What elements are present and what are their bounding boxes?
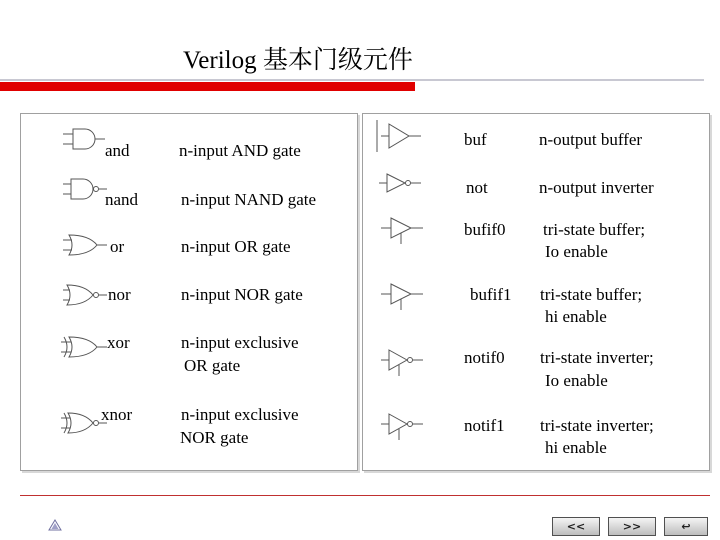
tristate-buffer-icon: [377, 280, 427, 314]
tristate-inverter-icon: [377, 346, 427, 380]
gate-description: n-input NAND gate: [181, 190, 317, 209]
gate-description-line2: NOR gate: [180, 428, 249, 447]
inverter-icon: [373, 170, 425, 196]
title-accent-bar: [0, 82, 415, 91]
gate-name: bufif1: [470, 285, 512, 304]
gate-description: n-input NOR gate: [181, 285, 303, 304]
gate-description-line2: Io enable: [545, 242, 608, 261]
gate-description-line1: tri-state inverter;: [540, 348, 654, 367]
gate-description-line1: tri-state buffer;: [540, 285, 643, 304]
gate-name: nand: [105, 190, 139, 209]
gate-name: not: [466, 178, 488, 197]
or-gate-icon: [61, 232, 111, 258]
gate-name: bufif0: [464, 220, 506, 239]
gate-description: n-output inverter: [539, 178, 654, 197]
prev-slide-button[interactable]: <<: [552, 517, 600, 536]
gate-description-line2: hi enable: [545, 307, 607, 326]
gate-description: n-output buffer: [539, 130, 643, 149]
gate-description-line1: n-input exclusive: [181, 333, 299, 352]
gate-name: nor: [108, 285, 131, 304]
gate-description-line2: Io enable: [545, 371, 608, 390]
xor-gate-icon: [61, 334, 111, 360]
tristate-buffer-icon: [377, 214, 427, 248]
gate-description-line1: tri-state inverter;: [540, 416, 654, 435]
return-button[interactable]: ↩: [664, 517, 708, 536]
gate-description-line1: n-input exclusive: [181, 405, 299, 424]
gate-description: n-input OR gate: [181, 237, 291, 256]
gate-name: notif0: [464, 348, 505, 367]
buffer-icon: [373, 118, 425, 158]
title-divider: [0, 79, 704, 81]
gate-name: xnor: [101, 405, 133, 424]
gate-description: n-input AND gate: [179, 141, 301, 160]
triangle-icon: [48, 519, 62, 531]
gate-description-line1: tri-state buffer;: [543, 220, 646, 239]
gate-name: or: [110, 237, 125, 256]
gate-name: xor: [107, 333, 130, 352]
and-gate-icon: [61, 126, 111, 152]
next-slide-button[interactable]: >>: [608, 517, 656, 536]
page-title: Verilog 基本门级元件: [183, 47, 413, 74]
gate-name: notif1: [464, 416, 505, 435]
nand-gate-icon: [61, 176, 111, 202]
gate-description-line2: OR gate: [184, 356, 241, 375]
buffer-gates-panel: [362, 113, 710, 471]
tristate-inverter-icon: [377, 410, 427, 444]
basic-gates-panel: [20, 113, 358, 471]
gate-description-line2: hi enable: [545, 438, 607, 457]
gate-name: buf: [464, 130, 487, 149]
gate-name: and: [105, 141, 130, 160]
footer-divider: [20, 495, 710, 496]
nor-gate-icon: [61, 282, 111, 308]
